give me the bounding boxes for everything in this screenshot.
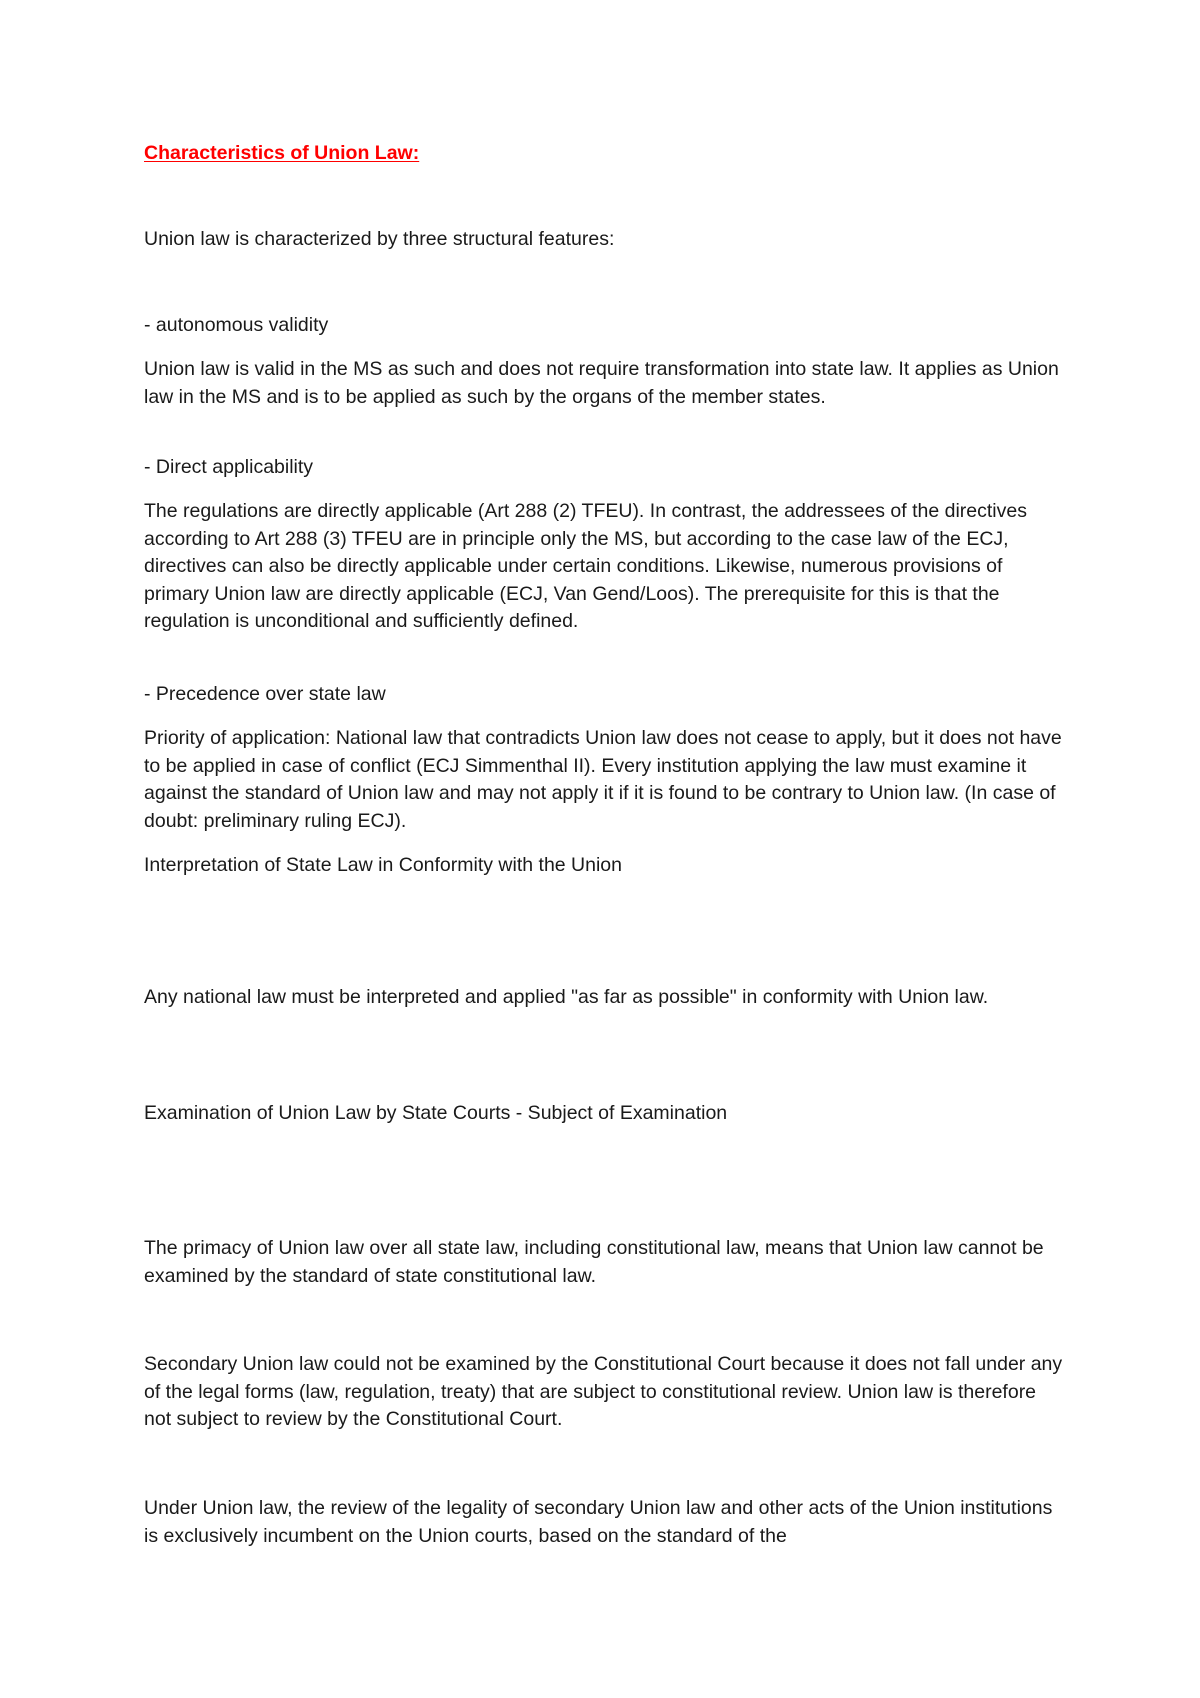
paragraph-direct-applicability: The regulations are directly applicable (Art 288 (2) TFEU). In contrast, the addressees of the directives according to Art 288 (3) TFEU are in principle only the MS, but according to the case law of the ECJ, directives can also be directly applicable under certain conditions. Likewise, numerous provisions of primary Union law are directly applicable (ECJ, Van Gend/Loos). The prerequisite for this is that the regulation is unconditional and sufficiently defined.	[144, 500, 1027, 633]
paragraph-intro: Union law is characterized by three structural features:	[144, 228, 615, 250]
paragraph-legality-review: Under Union law, the review of the legality of secondary Union law and other acts of the Union institutions is exclusively incumbent on the Union courts, based on the standard of the	[144, 1497, 1053, 1547]
paragraph-secondary-union-law: Secondary Union law could not be examined by the Constitutional Court because it does not fall under any of the legal forms (law, regulation, treaty) that are subject to constitutional review. Union law is therefore not subject to review by the Constitutional Court.	[144, 1353, 1063, 1431]
paragraph-priority-of-application: Priority of application: National law that contradicts Union law does not cease to apply, but it does not have to be applied in case of conflict (ECJ Simmenthal II). Every institution applying the law must examine it against the standard of Union law and may not apply it if it is found to be contrary to Union law. (In case of doubt: preliminary ruling ECJ).	[144, 727, 1062, 832]
paragraph-primacy: The primacy of Union law over all state law, including constitutional law, means that Union law cannot be examined by the standard of state constitutional law.	[144, 1237, 1044, 1287]
list-item-direct-applicability: - Direct applicability	[144, 456, 314, 478]
list-item-precedence: - Precedence over state law	[144, 683, 386, 705]
subheading-examination: Examination of Union Law by State Courts - Subject of Examination	[144, 1102, 728, 1124]
paragraph-interpretation: Any national law must be interpreted and applied "as far as possible" in conformity with Union law.	[144, 986, 989, 1008]
document-heading: Characteristics of Union Law:	[144, 142, 420, 164]
subheading-interpretation: Interpretation of State Law in Conformity with the Union	[144, 854, 622, 876]
list-item-autonomous-validity: - autonomous validity	[144, 314, 329, 336]
paragraph-autonomous-validity: Union law is valid in the MS as such and does not require transformation into state law. It applies as Union law in the MS and is to be applied as such by the organs of the member states.	[144, 358, 1059, 408]
